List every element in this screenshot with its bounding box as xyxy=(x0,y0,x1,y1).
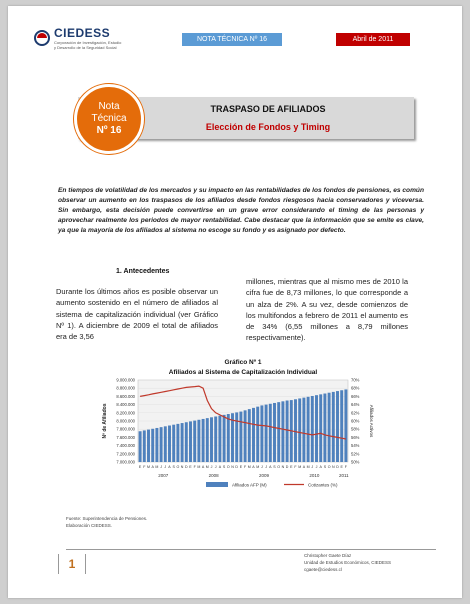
x-tick-label: A xyxy=(269,465,272,469)
x-tick-label: M xyxy=(247,465,251,469)
footer-author: Christopher Gaete Díaz xyxy=(304,553,352,558)
body-column-left: Durante los últimos años es posible observar un aumento sostenido en el número de afiliados al sistema de capitalización individual (ver Gráfico Nº 1). A diciembre de 2009 el total de afiliados era de 3,56 xyxy=(56,287,218,342)
footer-author-block xyxy=(304,552,434,573)
y2-tick-label: 60% xyxy=(351,418,360,424)
x-tick-label: N xyxy=(180,465,184,469)
y2-tick-label: 52% xyxy=(351,451,360,457)
bar-afiliados xyxy=(332,392,335,462)
x-tick-label: O xyxy=(176,465,180,469)
bar-afiliados xyxy=(294,399,297,462)
footer-email: cgaete@ciedess.cl xyxy=(304,567,342,572)
x-tick-label: A xyxy=(218,465,222,469)
document-subtitle: Elección de Fondos y Timing xyxy=(205,122,331,132)
footer-unit: Unidad de Estudios Económicos, CIEDESS xyxy=(304,560,392,565)
y-tick-label: 8.800.000 xyxy=(116,385,135,391)
y2-tick-label: 58% xyxy=(351,426,360,432)
y-tick-label: 7.400.000 xyxy=(116,443,135,449)
y2-tick-label: 68% xyxy=(351,385,360,391)
bar-afiliados xyxy=(181,423,184,462)
y-tick-label: 8.200.000 xyxy=(116,410,135,416)
bar-afiliados xyxy=(256,407,259,462)
y2-axis-label: Afiliados Activos xyxy=(369,404,374,438)
x-tick-label: A xyxy=(201,465,205,469)
y2-tick-label: 62% xyxy=(351,410,360,416)
bar-afiliados xyxy=(248,409,251,462)
footer-divider xyxy=(66,549,436,550)
header-note-label: NOTA TÉCNICA Nº 16 xyxy=(182,33,282,46)
logo-subtitle: Corporación de Investigación, Estudio y Desarrollo de la Seguridad Social xyxy=(54,40,122,50)
bar-afiliados xyxy=(218,416,221,462)
document-title: TRASPASO DE AFILIADOS xyxy=(210,104,326,114)
x-tick-label: A xyxy=(151,465,154,469)
y-tick-label: 7.600.000 xyxy=(116,434,135,440)
x-tick-label: S xyxy=(273,465,276,469)
bar-afiliados xyxy=(155,428,158,462)
bar-afiliados xyxy=(328,393,331,462)
bar-afiliados xyxy=(244,410,247,462)
y-axis-label: Nº de Afiliados xyxy=(102,403,108,439)
x-tick-label: N xyxy=(281,465,285,469)
bar-afiliados xyxy=(214,416,217,462)
legend-swatch-afiliados xyxy=(206,482,228,487)
x-tick-label: N xyxy=(231,465,234,469)
bar-afiliados xyxy=(315,395,318,462)
y-tick-label: 8.600.000 xyxy=(116,393,135,399)
year-label: 2007 xyxy=(158,473,169,478)
x-tick-label: S xyxy=(172,465,175,469)
bar-afiliados xyxy=(206,418,209,462)
x-tick-label: D xyxy=(285,465,289,469)
x-tick-label: J xyxy=(210,465,213,469)
bar-afiliados xyxy=(307,397,310,462)
x-tick-label: O xyxy=(327,465,331,469)
body-column-right: millones, mientras que al mismo mes de 2010 la cifra fue de 8,73 millones, lo que corresponde a un alza de 2%. A su vez, desde comienzos de los multifondos a febrero de 2011 el aumento es de 34% (6,55 millones a 8,79 millones respectivamente). xyxy=(246,277,408,343)
y2-tick-label: 66% xyxy=(351,393,360,399)
x-tick-label: F xyxy=(243,465,247,469)
x-tick-label: F xyxy=(344,465,348,469)
header-date-label: Abril de 2011 xyxy=(336,33,410,46)
document-page xyxy=(8,6,462,598)
x-tick-label: J xyxy=(164,465,167,469)
note-badge xyxy=(74,84,144,154)
bar-afiliados xyxy=(151,429,154,462)
x-tick-label: J xyxy=(214,465,217,469)
x-tick-label: N xyxy=(331,465,335,469)
bar-afiliados xyxy=(319,394,322,462)
year-label: 2011 xyxy=(338,473,349,478)
bar-afiliados xyxy=(176,424,179,462)
x-tick-label: O xyxy=(277,465,281,469)
badge-line-1: Nota xyxy=(98,101,120,112)
x-tick-label: D xyxy=(184,465,188,469)
bar-afiliados xyxy=(143,430,146,462)
bar-afiliados xyxy=(323,394,326,462)
x-tick-label: M xyxy=(197,465,201,469)
bar-afiliados xyxy=(277,402,280,462)
x-tick-label: F xyxy=(143,465,146,469)
bar-afiliados xyxy=(223,415,226,462)
x-tick-label: M xyxy=(298,465,302,469)
logo-text: CIEDESS xyxy=(54,26,111,40)
y2-tick-label: 54% xyxy=(351,443,360,449)
y2-tick-label: 56% xyxy=(351,434,360,440)
bar-afiliados xyxy=(298,398,301,462)
year-label: 2010 xyxy=(309,473,320,478)
x-tick-label: D xyxy=(336,465,339,469)
bar-afiliados xyxy=(139,431,142,462)
x-tick-label: O xyxy=(226,465,230,469)
x-tick-label: M xyxy=(256,465,260,469)
bar-afiliados xyxy=(189,421,192,462)
x-tick-label: S xyxy=(323,465,327,469)
legend-label-afiliados: Afiliados AFP (M) xyxy=(232,482,267,488)
bar-afiliados xyxy=(235,412,238,462)
bar-afiliados xyxy=(168,426,171,462)
y-tick-label: 7.800.000 xyxy=(116,426,135,432)
bar-afiliados xyxy=(340,390,343,462)
chart xyxy=(58,374,414,514)
bar-afiliados xyxy=(311,396,314,462)
bar-afiliados xyxy=(185,422,188,462)
section-heading: 1. Antecedentes xyxy=(116,268,170,275)
x-tick-label: E xyxy=(239,465,243,469)
bar-afiliados xyxy=(193,421,196,462)
chart-elaboration: Elaboración CIEDESS. xyxy=(66,523,113,528)
bar-afiliados xyxy=(164,426,167,462)
chart-title: Gráfico Nº 1 xyxy=(224,359,262,366)
x-tick-label: F xyxy=(294,465,297,469)
bar-afiliados xyxy=(197,420,200,462)
bar-afiliados xyxy=(269,404,272,462)
x-tick-label: M xyxy=(155,465,159,469)
y-tick-label: 7.000.000 xyxy=(116,459,135,465)
bar-afiliados xyxy=(252,408,255,462)
x-tick-label: J xyxy=(261,465,263,469)
page-number: 1 xyxy=(58,554,86,574)
bar-afiliados xyxy=(147,430,150,462)
bar-afiliados xyxy=(210,417,213,462)
y2-tick-label: 64% xyxy=(351,402,360,408)
legend-label-cotizantes: Cotizantes (%) xyxy=(308,482,338,488)
x-tick-label: E xyxy=(189,465,192,469)
bar-afiliados xyxy=(344,389,347,462)
x-tick-label: F xyxy=(193,465,196,469)
x-tick-label: S xyxy=(222,465,226,469)
bar-afiliados xyxy=(227,414,230,462)
x-tick-label: J xyxy=(311,465,314,469)
y2-tick-label: 70% xyxy=(351,377,360,383)
x-tick-label: M xyxy=(205,465,209,469)
y2-tick-label: 50% xyxy=(351,459,360,465)
year-label: 2009 xyxy=(258,473,270,478)
y-tick-label: 8.400.000 xyxy=(116,402,135,408)
x-tick-label: J xyxy=(315,465,318,469)
bar-afiliados xyxy=(172,425,175,462)
bar-afiliados xyxy=(302,398,305,462)
x-tick-label: J xyxy=(160,465,162,469)
bar-afiliados xyxy=(160,427,163,462)
chart-subtitle: Afiliados al Sistema de Capitalización Individual xyxy=(168,369,318,376)
bar-afiliados xyxy=(286,401,289,463)
chart-source: Fuente: Superintendencia de Pensiones. xyxy=(66,516,148,521)
bar-afiliados xyxy=(265,405,268,462)
badge-line-3: Nº 16 xyxy=(96,125,122,136)
x-tick-label: A xyxy=(252,465,255,469)
bar-afiliados xyxy=(336,391,339,462)
year-label: 2008 xyxy=(208,473,219,478)
y-tick-label: 7.200.000 xyxy=(116,451,135,457)
bar-afiliados xyxy=(239,412,242,462)
ciedess-logo-icon xyxy=(34,30,50,46)
badge-line-2: Técnica xyxy=(91,113,127,124)
bar-afiliados xyxy=(281,401,284,462)
bar-afiliados xyxy=(273,403,276,462)
x-tick-label: A xyxy=(302,465,306,469)
y-tick-label: 8.000.000 xyxy=(116,418,135,424)
abstract: En tiempos de volatilidad de los mercados y su impacto en las rentabilidades de los fondos de pensiones, es común observar un aumento en los traspasos de los afiliados desde fondos riesgosos hacia conservadores y viceversa. Sin embargo, esta decisión puede convertirse en un grave error considerando el timing de las personas y aprovechar realmente los periodos de mayor rentabilidad. Cabe destacar que la información que se emite es clave, ya que la mayoría de los afiliados al sistema no escoge su fondo y es asignado por defecto. xyxy=(58,187,424,234)
x-tick-label: J xyxy=(265,465,267,469)
x-tick-label: A xyxy=(319,465,322,469)
x-tick-label: M xyxy=(147,465,150,469)
bar-afiliados xyxy=(260,405,263,462)
x-tick-label: E xyxy=(290,465,293,469)
x-tick-label: E xyxy=(340,465,343,469)
x-tick-label: A xyxy=(168,465,171,469)
x-tick-label: D xyxy=(235,465,239,469)
x-tick-label: E xyxy=(138,465,142,469)
bar-afiliados xyxy=(202,419,205,462)
x-tick-label: M xyxy=(306,465,310,469)
y-tick-label: 9.000.000 xyxy=(116,377,135,383)
